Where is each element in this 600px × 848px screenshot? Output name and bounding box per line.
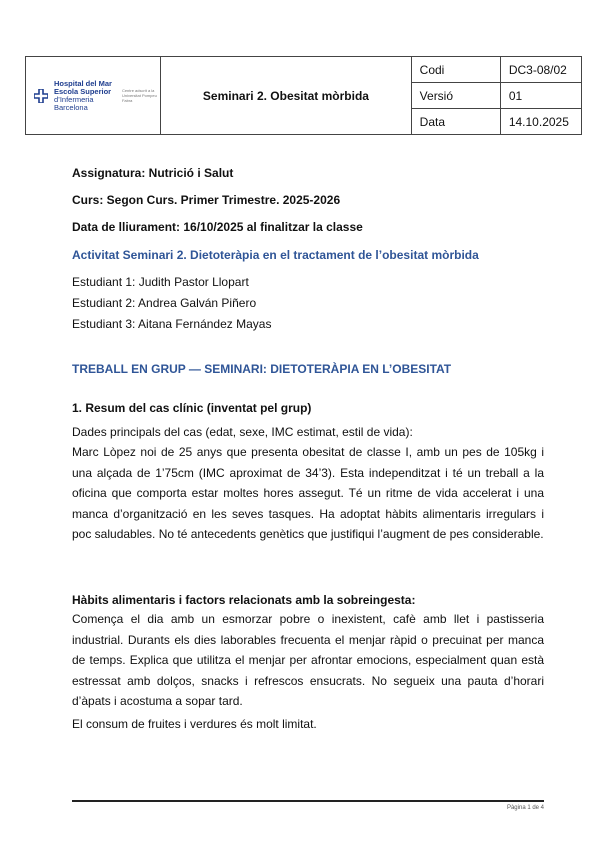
subject-line: Assignatura: Nutrició i Salut <box>72 166 234 180</box>
student-1: Estudiant 1: Judith Pastor Llopart <box>72 275 249 289</box>
date-label: Data <box>411 109 500 135</box>
case-heading: 1. Resum del cas clínic (inventat pel grup) <box>72 401 312 415</box>
habits-extra: El consum de fruites i verdures és molt limitat. <box>72 717 317 731</box>
logo-text: Hospital del Mar Escola Superior d’Infermeria Barcelona <box>54 78 112 112</box>
habits-heading: Hàbits alimentaris i factors relacionats amb la sobreingesta: <box>72 593 416 607</box>
section-title: TREBALL EN GRUP — SEMINARI: DIETOTERÀPIA EN L’OBESITAT <box>72 362 452 376</box>
activity-line: Activitat Seminari 2. Dietoteràpia en el tractament de l’obesitat mòrbida <box>72 248 479 262</box>
course-line: Curs: Segon Curs. Primer Trimestre. 2025-2026 <box>72 193 341 207</box>
hospital-cross-icon <box>34 89 48 103</box>
version-label: Versió <box>411 83 500 109</box>
delivery-date-line: Data de lliurament: 16/10/2025 al finalitzar la classe <box>72 220 363 234</box>
document-title: Seminari 2. Obesitat mòrbida <box>161 57 411 135</box>
version-value: 01 <box>500 83 581 109</box>
student-3: Estudiant 3: Aitana Fernández Mayas <box>72 317 272 331</box>
code-value: DC3-08/02 <box>500 57 581 83</box>
case-intro: Dades principals del cas (edat, sexe, IMC estimat, estil de vida): <box>72 425 413 439</box>
affiliation-text: Centre adscrit a la Universitat Pompeu Fabra <box>121 88 157 103</box>
date-value: 14.10.2025 <box>500 109 581 135</box>
student-2: Estudiant 2: Andrea Galván Piñero <box>72 296 257 310</box>
habits-body: Comença el dia amb un esmorzar pobre o inexistent, cafè amb llet i pastisseria industrial. Durants els dies laborables frecuenta el menjar ràpid o precuinat per manca de temps. Explica que utilitza el menjar per afrontar emocions, especialment quan està estressat amb dolços, snacks i refrescos ensucrats. No segueix una pauta d’horari d’àpats i acostuma a sopar tard. <box>72 612 544 708</box>
footer-divider <box>72 800 544 802</box>
logo-cell <box>26 57 161 135</box>
document-header <box>25 56 582 135</box>
case-body: Marc Lòpez noi de 25 anys que presenta obesitat de classe I, amb un pes de 105kg i una alçada de 1’75cm (IMC aproximat de 34’3). Esta independitzat i té un treball a la oficina que comporta estar moltes hores assegut. Té un ritme de vida accelerat i una manca d’organització en les seves tasques. Ha adoptat hàbits alimentaris irregulars i poc saludables. No té antecedents genètics que justifiqui l’augment de pes considerable. <box>72 445 544 541</box>
page-number: Pàgina 1 de 4 <box>506 805 544 811</box>
code-label: Codi <box>411 57 500 83</box>
